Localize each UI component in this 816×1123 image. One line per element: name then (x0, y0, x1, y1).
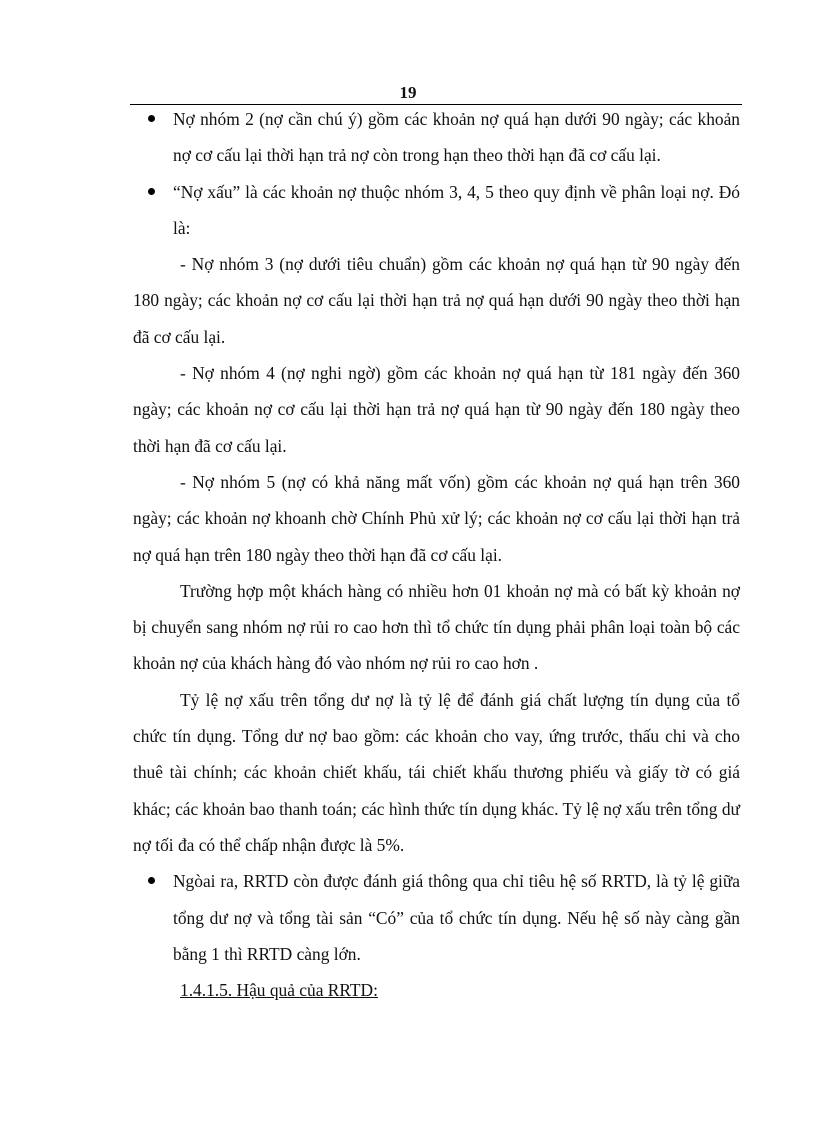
bullet-text-bad-debt: “Nợ xấu” là các khoản nợ thuộc nhóm 3, 4, 5 theo quy định về phân loại nợ. Đó là: (173, 181, 740, 238)
bullet-item-group-2 (133, 101, 740, 174)
paragraph-bad-debt-ratio: Tỷ lệ nợ xấu trên tổng dư nợ là tỷ lệ để đánh giá chất lượng tín dụng của tổ chức tín dụng. Tổng dư nợ bao gồm: các khoản cho vay, ứng trước, thấu chi và cho thuê tài chính; các khoản chiết khấu, tái chiết khấu thương phiếu và giấy tờ có giá khác; các khoản bao thanh toán; các hình thức tín dụng khác. Tỷ lệ nợ xấu trên tổng dư nợ tối đa có thể chấp nhận được là 5%. (133, 689, 740, 855)
bullet-item-bad-debt (133, 174, 740, 247)
bullet-text-rrtd-ratio: Ngòai ra, RRTD còn được đánh giá thông qua chỉ tiêu hệ số RRTD, là tỷ lệ giữa tổng dư nợ và tổng tài sản “Có” của tổ chức tín dụng. Nếu hệ số này càng gần bằng 1 thì RRTD càng lớn. (173, 871, 740, 964)
page-number: 19 (399, 83, 417, 102)
bullet-text-group-2: Nợ nhóm 2 (nợ cần chú ý) gồm các khoản nợ quá hạn dưới 90 ngày; các khoản nợ cơ cấu lại thời hạn trả nợ còn trong hạn theo thời hạn đã cơ cấu lại. (173, 109, 740, 166)
section-heading-wrap (133, 972, 740, 1008)
bullet-icon (148, 877, 155, 884)
bullet-icon (148, 115, 155, 122)
bullet-item-rrtd-ratio (133, 863, 740, 972)
section-heading: 1.4.1.5. Hậu quả của RRTD: (180, 980, 378, 1001)
bullet-icon (148, 188, 155, 195)
paragraph-group-3: - Nợ nhóm 3 (nợ dưới tiêu chuẩn) gồm các khoản nợ quá hạn từ 90 ngày đến 180 ngày; các khoản nợ cơ cấu lại thời hạn trả nợ quá hạn dưới 90 ngày theo thời hạn đã cơ cấu lại. (133, 254, 740, 347)
paragraph-multiple-loans: Trường hợp một khách hàng có nhiều hơn 01 khoản nợ mà có bất kỳ khoản nợ bị chuyển sang nhóm nợ rủi ro cao hơn thì tổ chức tín dụng phải phân loại toàn bộ các khoản nợ của khách hàng đó vào nhóm nợ rủi ro cao hơn . (133, 580, 740, 674)
page-body (133, 101, 740, 1008)
paragraph-group-5: - Nợ nhóm 5 (nợ có khả năng mất vốn) gồm các khoản nợ quá hạn trên 360 ngày; các khoản nợ khoanh chờ Chính Phủ xử lý; các khoản nợ cơ cấu lại thời hạn trả nợ quá hạn trên 180 ngày theo thời hạn đã cơ cấu lại. (133, 471, 740, 565)
paragraph-group-4: - Nợ nhóm 4 (nợ nghi ngờ) gồm các khoản nợ quá hạn từ 181 ngày đến 360 ngày; các khoản nợ cơ cấu lại thời hạn trả nợ quá hạn từ 90 ngày đến 180 ngày theo thời hạn đã cơ cấu lại. (133, 363, 740, 456)
